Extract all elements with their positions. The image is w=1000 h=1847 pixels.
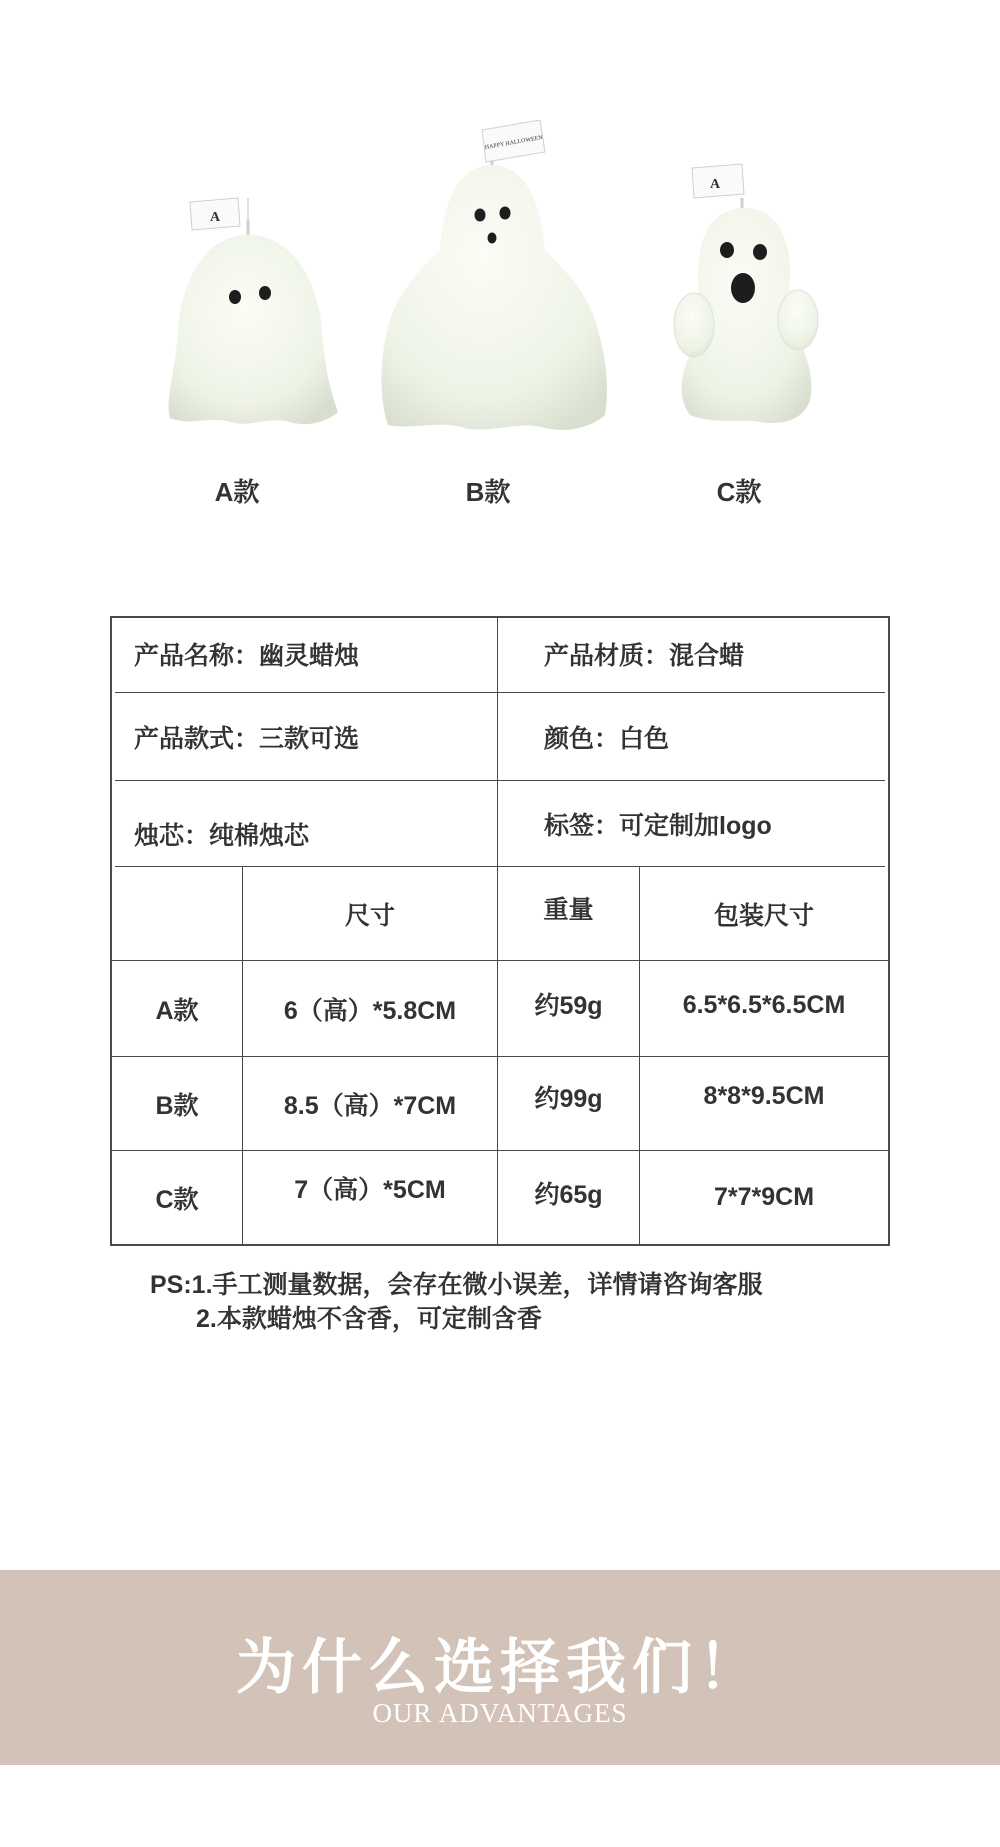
weight-header: 重量: [543, 895, 594, 924]
svg-text:A: A: [709, 177, 721, 192]
row-b-size: 8.5（高）*7CM: [283, 1091, 457, 1120]
product-style: 产品款式：三款可选: [134, 724, 360, 753]
row-a-package: 6.5*6.5*6.5CM: [682, 991, 846, 1019]
ghost-candle-a-image: [160, 190, 350, 440]
row-c-size: 7（高）*5CM: [294, 1175, 446, 1204]
ghost-candle-b-image: [370, 120, 620, 440]
product-gallery: [0, 0, 1000, 520]
variant-b-label: B款: [465, 477, 511, 507]
variant-a-label: A款: [214, 477, 260, 507]
ghost-candle-c-image: [660, 160, 830, 430]
spec-table: [110, 616, 890, 1246]
row-a-weight: 约59g: [534, 991, 603, 1020]
size-header: 尺寸: [344, 901, 395, 930]
row-c-package: 7*7*9CM: [713, 1183, 815, 1211]
product-material: 产品材质：混合蜡: [544, 642, 745, 670]
product-wick: 烛芯：纯棉烛芯: [134, 822, 310, 850]
row-b-package: 8*8*9.5CM: [703, 1082, 825, 1110]
product-tag: 标签：可定制加logo: [544, 812, 772, 840]
row-b-weight: 约99g: [534, 1084, 603, 1113]
note-line-1: PS:1.手工测量数据，会存在微小误差，详情请咨询客服: [150, 1271, 763, 1299]
svg-text:A: A: [209, 210, 221, 225]
svg-text:HAPPY HALLOWEEN: HAPPY HALLOWEEN: [484, 134, 544, 152]
variant-c-label: C款: [716, 477, 762, 507]
row-c-weight: 约65g: [534, 1180, 603, 1209]
note-line-2: 2.本款蜡烛不含香，可定制含香: [196, 1305, 542, 1333]
row-a-variant: A款: [155, 996, 199, 1025]
table-border-right: [888, 616, 890, 1246]
package-header: 包装尺寸: [713, 901, 814, 930]
row-b-variant: B款: [155, 1091, 199, 1120]
notes: [150, 1268, 763, 1336]
product-name: 产品名称：幽灵蜡烛: [134, 642, 360, 670]
product-color: 颜色：白色: [544, 724, 670, 753]
banner-subtitle: OUR ADVANTAGES: [372, 1698, 628, 1728]
row-c-variant: C款: [155, 1185, 199, 1214]
row-a-size: 6（高）*5.8CM: [283, 996, 457, 1025]
banner-title: 为什么选择我们！: [236, 1634, 764, 1701]
advantages-banner: [0, 1570, 1000, 1765]
table-border-bottom: [110, 1244, 890, 1246]
